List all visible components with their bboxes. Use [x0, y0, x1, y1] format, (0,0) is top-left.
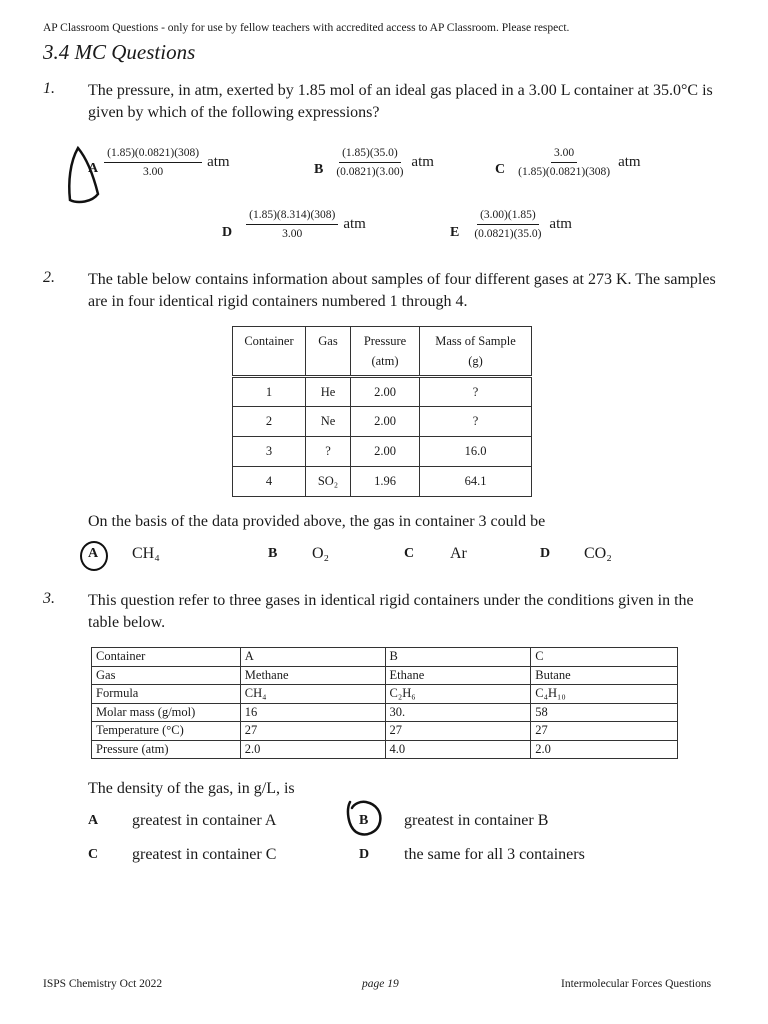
table-row	[233, 407, 532, 437]
option-letter: B	[314, 161, 324, 177]
table-cell: ?	[306, 437, 351, 467]
option-fraction: $\frac{(1.85)(35.0)}{(0.0821)(3.00)}$	[336, 147, 404, 178]
question-1-number: 1.	[43, 80, 55, 97]
table-cell: 1.96	[351, 467, 420, 497]
option-letter: D	[359, 847, 370, 862]
table-cell: 16	[240, 703, 385, 722]
table-cell: 4.0	[385, 740, 531, 759]
table-cell: 58	[531, 703, 678, 722]
footer-page-number: page 19	[362, 978, 399, 990]
q1-option-d[interactable]: D $\frac{(1.85)(8.314)(308)}{3.00}$ atm	[222, 209, 366, 240]
column-header: Gas	[306, 327, 351, 377]
gas-samples-table	[232, 326, 532, 497]
footer-topic: Intermolecular Forces Questions	[561, 978, 712, 990]
option-letter: C	[404, 546, 415, 561]
table-row	[92, 722, 678, 741]
option-text: greatest in container C	[132, 846, 277, 863]
option-letter: A	[88, 160, 99, 176]
q3-option-a[interactable]	[88, 812, 276, 830]
table-header-row	[233, 327, 532, 377]
question-2-number: 2.	[43, 269, 55, 286]
option-letter: E	[450, 224, 460, 240]
option-letter: B	[268, 546, 278, 561]
q1-option-e[interactable]: E $\frac{(3.00)(1.85)}{(0.0821)(35.0)}$ atm	[450, 209, 572, 240]
option-letter: A	[88, 546, 99, 561]
table-cell: Gas	[92, 666, 241, 685]
table-row	[233, 437, 532, 467]
table-cell: SO₂	[306, 467, 351, 497]
table-row	[233, 467, 532, 497]
table-cell: 2.00	[351, 377, 420, 407]
q2-option-a[interactable]	[88, 545, 160, 563]
table-row	[92, 740, 678, 759]
table-cell: Ethane	[385, 666, 531, 685]
table-cell: 27	[240, 722, 385, 741]
option-letter: A	[88, 813, 99, 828]
column-header: Mass of Sample (g)	[420, 327, 532, 377]
option-letter: C	[495, 161, 506, 177]
table-cell: 2.0	[531, 740, 678, 759]
option-fraction: $\frac{(3.00)(1.85)}{(0.0821)(35.0)}$	[474, 209, 542, 240]
question-2-prompt: On the basis of the data provided above, the gas in container 3 could be	[88, 513, 546, 530]
option-text: greatest in container A	[132, 812, 277, 829]
question-3-prompt: The density of the gas, in g/L, is	[88, 780, 295, 797]
table-cell: Ne	[306, 407, 351, 437]
q3-option-c[interactable]	[88, 846, 276, 864]
table-cell: B	[385, 648, 531, 667]
q3-option-d[interactable]	[359, 846, 585, 864]
table-cell: Temperature (°C)	[92, 722, 241, 741]
table-cell: ?	[420, 407, 532, 437]
question-1-text: The pressure, in atm, exerted by 1.85 mol of an ideal gas placed in a 3.00 L container at 35.0°C is given by which of the following expressions?	[88, 82, 713, 121]
q3-option-b[interactable]	[359, 812, 548, 830]
table-cell: 2.00	[351, 407, 420, 437]
option-text: CO₂	[584, 545, 612, 562]
handwritten-answer-mark	[64, 142, 104, 208]
option-letter: B	[359, 813, 369, 828]
table-cell: CH₄	[240, 685, 385, 704]
table-cell: 30.	[385, 703, 531, 722]
table-cell: 16.0	[420, 437, 532, 467]
table-cell: Container	[92, 648, 241, 667]
table-cell: Methane	[240, 666, 385, 685]
table-cell: 4	[233, 467, 306, 497]
section-title: 3.4 MC Questions	[43, 40, 196, 64]
table-cell: 27	[385, 722, 531, 741]
gas-conditions-table	[91, 647, 678, 759]
option-text: O₂	[312, 545, 330, 562]
q1-option-b[interactable]: B $\frac{(1.85)(35.0)}{(0.0821)(3.00)}$ atm	[314, 147, 434, 178]
table-cell: 2	[233, 407, 306, 437]
option-fraction: $\frac{(1.85)(8.314)(308)}{3.00}$	[246, 208, 338, 241]
option-letter: C	[88, 847, 99, 862]
question-2-text: The table below contains information about samples of four different gases at 273 K. The samples are in four identical rigid containers numbered 1 through 4.	[88, 271, 716, 310]
table-cell: A	[240, 648, 385, 667]
table-cell: 1	[233, 377, 306, 407]
table-row	[92, 703, 678, 722]
table-cell: 2.00	[351, 437, 420, 467]
column-header: Pressure (atm)	[351, 327, 420, 377]
option-letter: D	[540, 546, 551, 561]
table-cell: Formula	[92, 685, 241, 704]
table-cell: Pressure (atm)	[92, 740, 241, 759]
table-cell: Butane	[531, 666, 678, 685]
table-cell: Molar mass (g/mol)	[92, 703, 241, 722]
question-3-number: 3.	[43, 590, 55, 607]
access-notice: AP Classroom Questions - only for use by fellow teachers with accredited access to AP Classroom. Please respect.	[43, 22, 570, 34]
table-cell: C₂H₆	[385, 685, 531, 704]
option-text: the same for all 3 containers	[404, 846, 585, 863]
q2-option-d[interactable]	[540, 545, 612, 563]
table-row	[92, 648, 678, 667]
table-row	[92, 666, 678, 685]
column-header: Container	[233, 327, 306, 377]
table-cell: 3	[233, 437, 306, 467]
table-cell: C	[531, 648, 678, 667]
q2-option-b[interactable]	[268, 545, 329, 563]
footer-course: ISPS Chemistry Oct 2022	[43, 978, 163, 990]
option-letter: D	[222, 224, 233, 240]
table-row	[92, 685, 678, 704]
table-cell: 2.0	[240, 740, 385, 759]
table-cell: He	[306, 377, 351, 407]
option-fraction: $\frac{3.00}{(1.85)(0.0821)(308)}$	[518, 147, 611, 178]
table-row	[233, 377, 532, 407]
option-fraction: $\frac{(1.85)(0.0821)(308)}{3.00}$	[104, 146, 202, 179]
table-cell: C₄H₁₀	[531, 685, 678, 704]
option-text: greatest in container B	[404, 812, 549, 829]
table-cell: 64.1	[420, 467, 532, 497]
q1-option-a[interactable]: A $\frac{(1.85)(0.0821)(308)}{3.00}$ atm	[88, 147, 230, 178]
q1-option-c[interactable]: C $\frac{3.00}{(1.85)(0.0821)(308)}$ atm	[495, 147, 641, 178]
table-cell: 27	[531, 722, 678, 741]
option-text: CH₄	[132, 545, 160, 562]
option-text: Ar	[450, 545, 467, 562]
q2-option-c[interactable]	[404, 545, 467, 563]
table-cell: ?	[420, 377, 532, 407]
question-3-text: This question refer to three gases in identical rigid containers under the conditions given in the table below.	[88, 592, 694, 631]
